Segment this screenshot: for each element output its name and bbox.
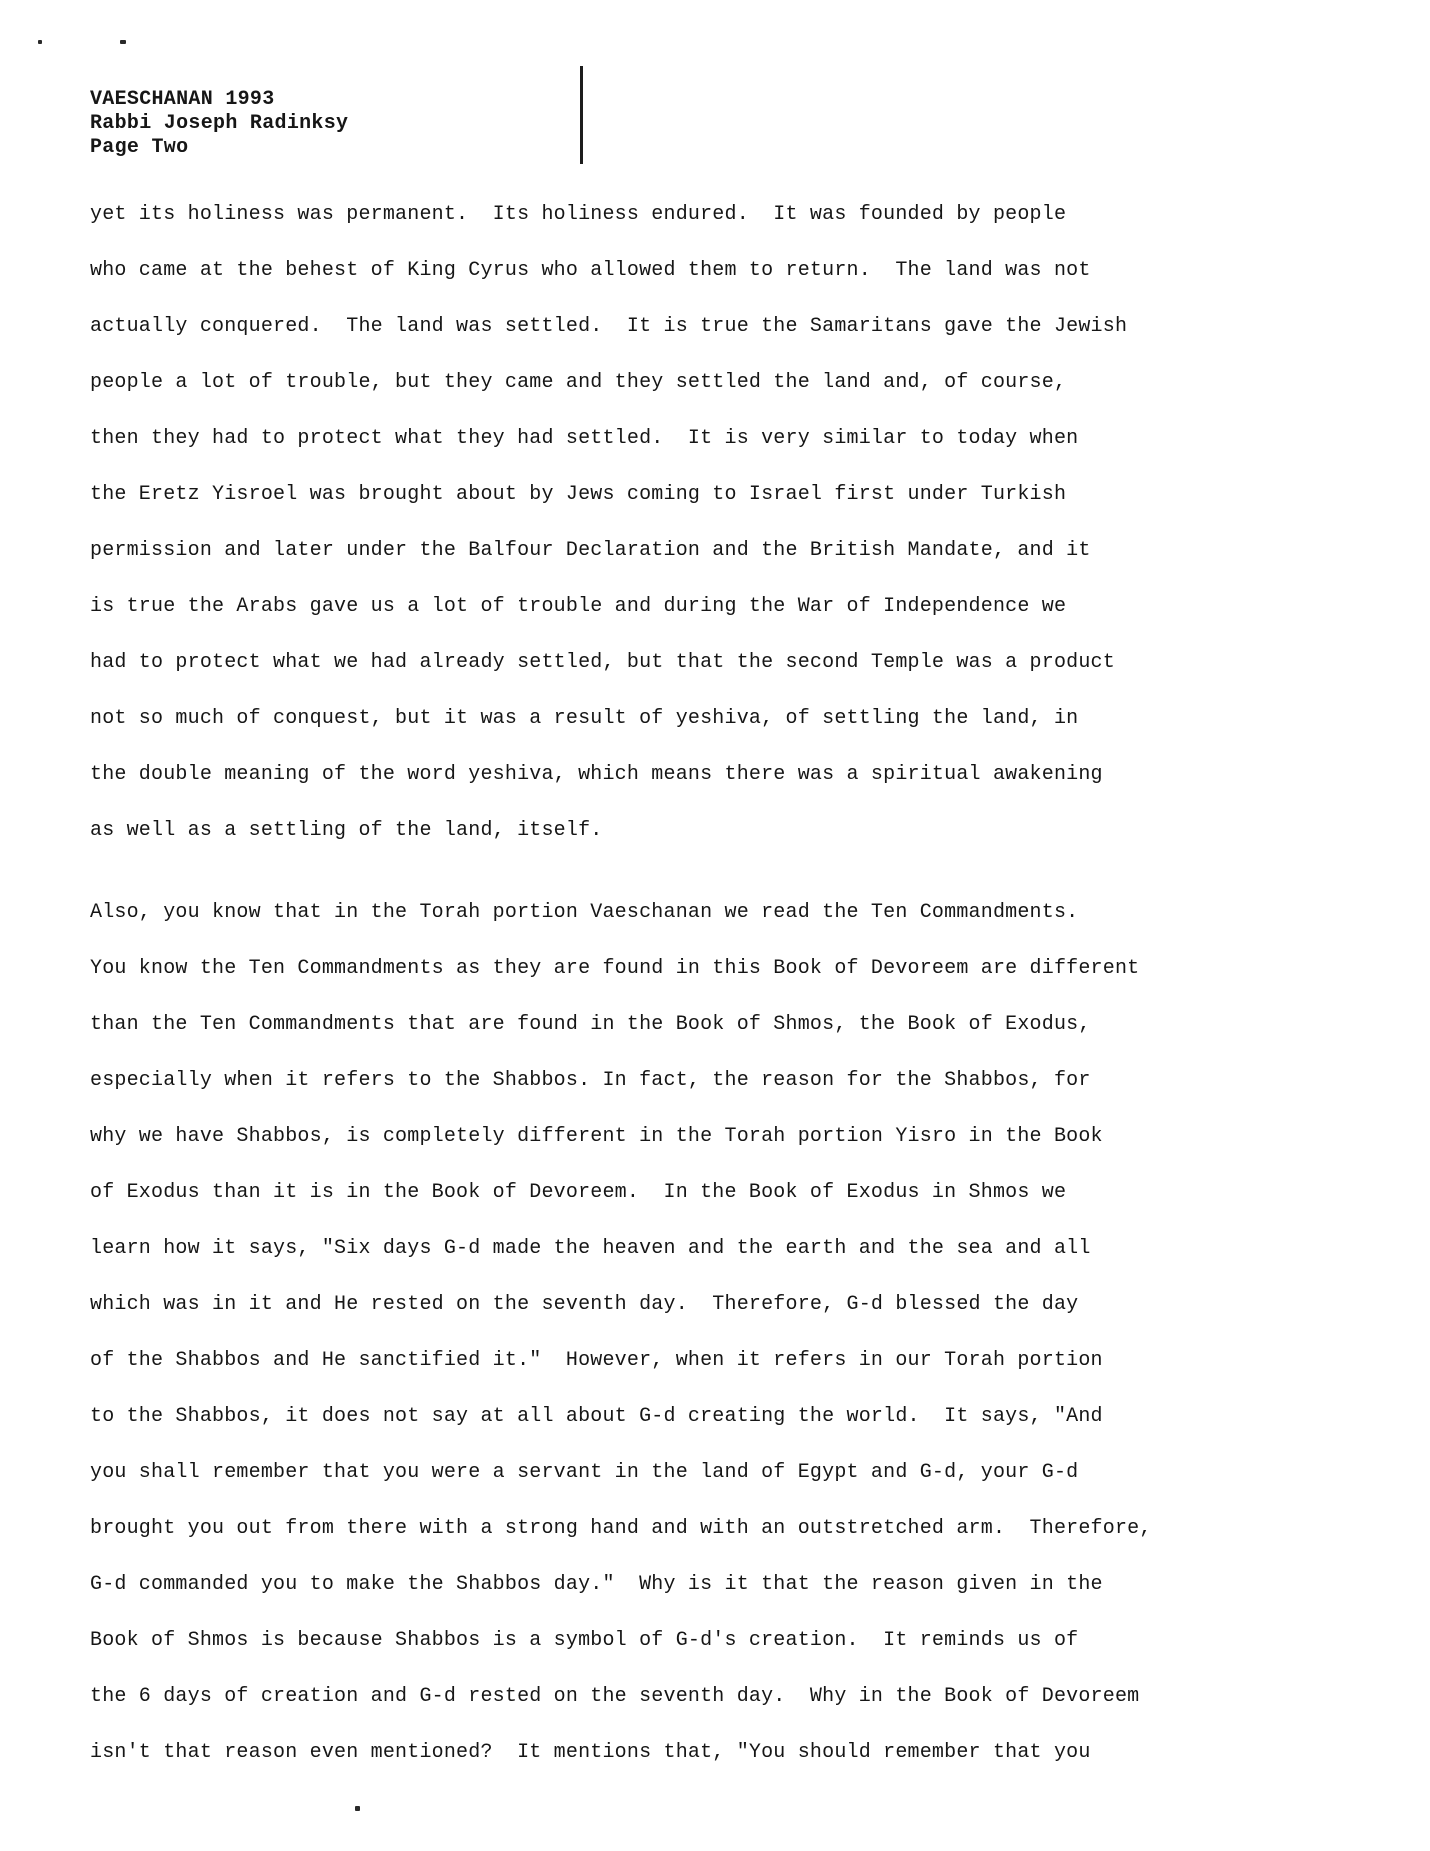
text-line: You know the Ten Commandments as they are found in this Book of Devoreem are different <box>90 957 1140 980</box>
text-line: of Exodus than it is in the Book of Devoreem. In the Book of Exodus in Shmos we <box>90 1181 1067 1204</box>
text-line: the Eretz Yisroel was brought about by Jews coming to Israel first under Turkish <box>90 483 1067 506</box>
text-line: yet its holiness was permanent. Its holiness endured. It was founded by people <box>90 203 1067 226</box>
text-line: learn how it says, "Six days G-d made the heaven and the earth and the sea and all <box>90 1237 1091 1260</box>
document-title: VAESCHANAN 1993 <box>90 88 275 111</box>
text-line: permission and later under the Balfour Declaration and the British Mandate, and it <box>90 539 1091 562</box>
text-line: the 6 days of creation and G-d rested on the seventh day. Why in the Book of Devoreem <box>90 1685 1140 1708</box>
text-line: isn't that reason even mentioned? It mentions that, "You should remember that you <box>90 1741 1091 1764</box>
document-body <box>90 187 1430 1781</box>
scan-speck <box>120 40 126 44</box>
text-line: you shall remember that you were a servant in the land of Egypt and G-d, your G-d <box>90 1461 1079 1484</box>
text-line: then they had to protect what they had settled. It is very similar to today when <box>90 427 1079 450</box>
document-author: Rabbi Joseph Radinksy <box>90 112 349 135</box>
text-line: Book of Shmos is because Shabbos is a symbol of G-d's creation. It reminds us of <box>90 1629 1079 1652</box>
scan-speck <box>38 40 42 44</box>
text-line: brought you out from there with a strong hand and with an outstretched arm. Therefore, <box>90 1517 1152 1540</box>
scan-speck <box>355 1806 360 1811</box>
text-line: people a lot of trouble, but they came and they settled the land and, of course, <box>90 371 1067 394</box>
text-line: to the Shabbos, it does not say at all about G-d creating the world. It says, "And <box>90 1405 1103 1428</box>
text-line: who came at the behest of King Cyrus who allowed them to return. The land was not <box>90 259 1091 282</box>
text-line: especially when it refers to the Shabbos. In fact, the reason for the Shabbos, for <box>90 1069 1091 1092</box>
paragraph <box>90 885 1430 1781</box>
text-line: than the Ten Commandments that are found in the Book of Shmos, the Book of Exodus, <box>90 1013 1091 1036</box>
text-line: actually conquered. The land was settled. It is true the Samaritans gave the Jewish <box>90 315 1128 338</box>
document-header <box>90 88 1430 160</box>
paragraph <box>90 187 1430 859</box>
text-line: G-d commanded you to make the Shabbos day." Why is it that the reason given in the <box>90 1573 1103 1596</box>
text-line: not so much of conquest, but it was a result of yeshiva, of settling the land, in <box>90 707 1079 730</box>
text-line: Also, you know that in the Torah portion Vaeschanan we read the Ten Commandments. <box>90 901 1079 924</box>
text-line: why we have Shabbos, is completely different in the Torah portion Yisro in the Book <box>90 1125 1103 1148</box>
text-line: as well as a settling of the land, itself. <box>90 819 603 842</box>
text-line: the double meaning of the word yeshiva, which means there was a spiritual awakening <box>90 763 1103 786</box>
text-line: is true the Arabs gave us a lot of trouble and during the War of Independence we <box>90 595 1067 618</box>
text-line: of the Shabbos and He sanctified it." However, when it refers in our Torah portion <box>90 1349 1103 1372</box>
page-number-label: Page Two <box>90 136 189 159</box>
text-line: had to protect what we had already settled, but that the second Temple was a product <box>90 651 1115 674</box>
text-line: which was in it and He rested on the seventh day. Therefore, G-d blessed the day <box>90 1293 1079 1316</box>
scan-artifact-line <box>580 66 583 164</box>
